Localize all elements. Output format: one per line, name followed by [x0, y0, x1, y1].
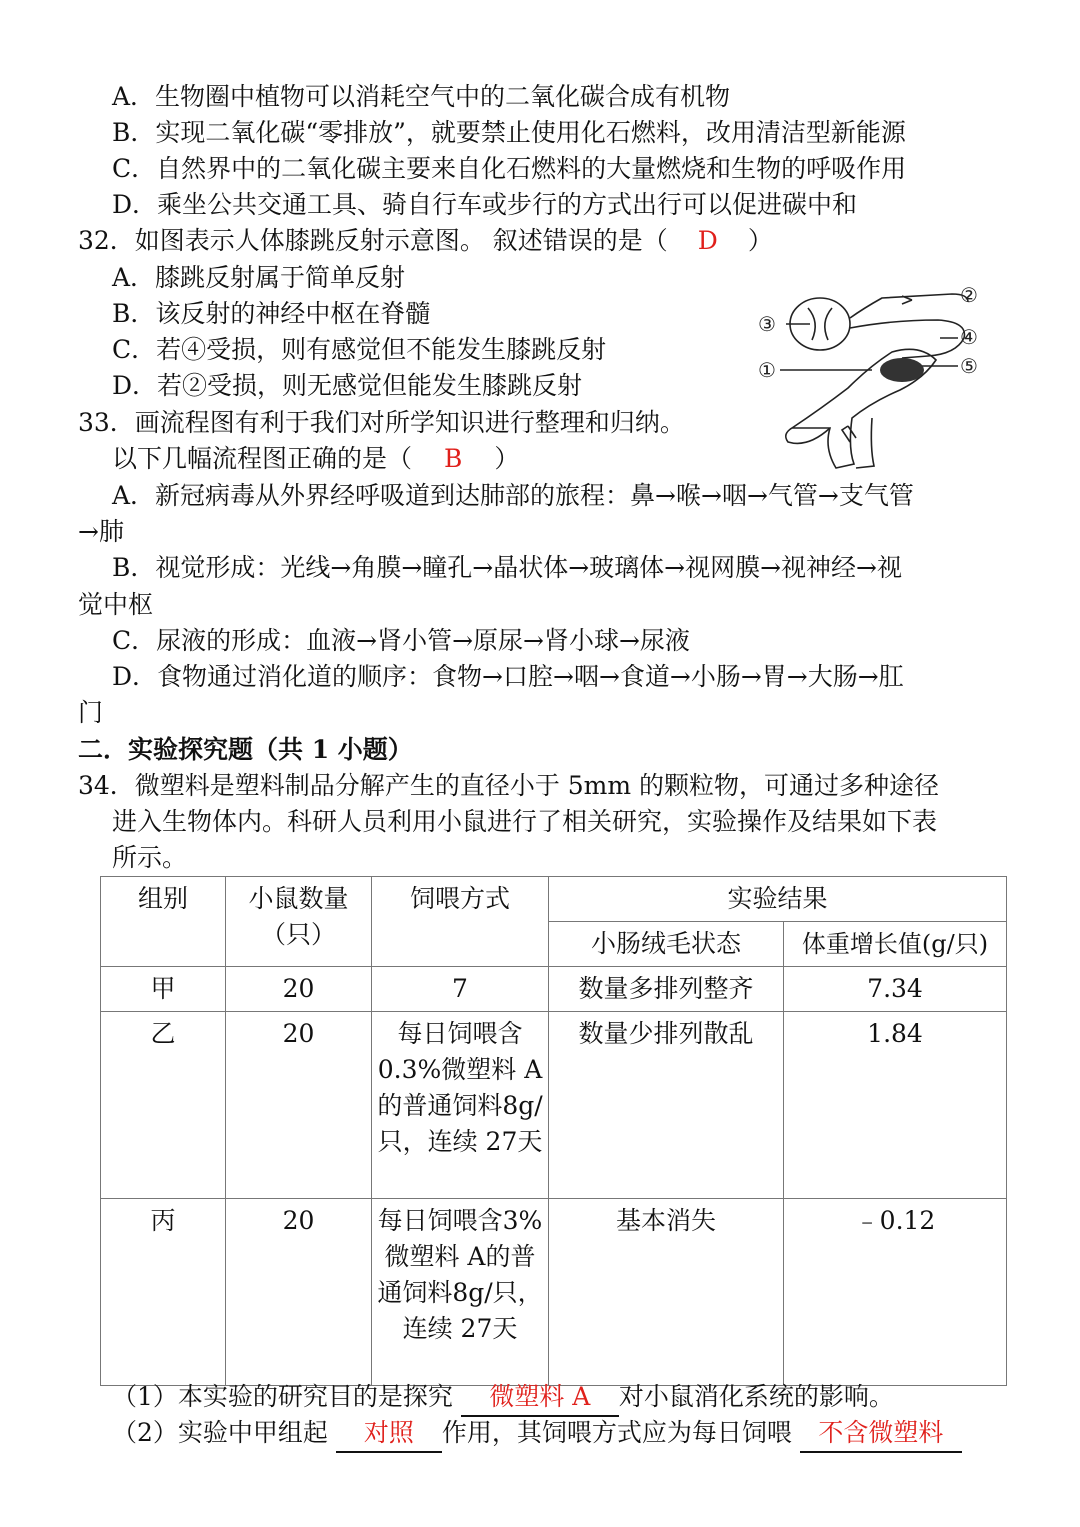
q33-option-a-2: →肺 — [78, 517, 124, 546]
q34-sub2-mid: 作用，其饲喂方式应为每日饲喂 — [441, 1418, 792, 1447]
table-row — [101, 1012, 1007, 1199]
q33-option-c: C．尿液的形成：血液→肾小管→原尿→肾小球→尿液 — [112, 626, 690, 655]
cell-villi: 数量多排列整齐 — [549, 967, 784, 1012]
q34-sub2-text: （2）实验中甲组起 — [112, 1418, 328, 1447]
leg-lower-shape — [856, 418, 874, 468]
foot-shape — [786, 428, 830, 443]
diagram-label-5: ⑤ — [960, 354, 978, 378]
knee-jerk-reflex-diagram — [752, 278, 992, 474]
q34-sub2-answer-2: 不含微塑料 — [800, 1415, 962, 1453]
table-row — [101, 967, 1007, 1012]
q34-sub1 — [112, 1379, 894, 1417]
q34-stem-3: 所示。 — [112, 843, 188, 872]
q33-stem-text: 以下几幅流程图正确的是（ — [112, 444, 413, 473]
header-villi: 小肠绒毛状态 — [549, 922, 784, 967]
q33-option-d-1: D．食物通过消化道的顺序：食物→口腔→咽→食道→小肠→胃→大肠→肛 — [112, 662, 904, 691]
header-feed: 饲喂方式 — [372, 877, 549, 967]
q33-answer: B — [444, 444, 463, 473]
q32-stem-text: 32．如图表示人体膝跳反射示意图。 叙述错误的是（ — [78, 226, 668, 255]
cell-weight: 7.34 — [784, 967, 1007, 1012]
header-weight: 体重增长值(g/只) — [784, 922, 1007, 967]
q33-option-d-2: 门 — [78, 698, 104, 727]
diagram-label-4: ④ — [960, 325, 978, 349]
q31-option-a: A．生物圈中植物可以消耗空气中的二氧化碳合成有机物 — [112, 82, 731, 111]
q31-option-d: D．乘坐公共交通工具、骑自行车或步行的方式出行可以促进碳中和 — [112, 190, 858, 219]
cell-group: 丙 — [101, 1199, 226, 1386]
hammer-shape — [842, 426, 856, 442]
table-header-row — [101, 877, 1007, 922]
q32-option-c: C．若④受损，则有感觉但不能发生膝跳反射 — [112, 335, 607, 364]
cell-villi: 数量少排列散乱 — [549, 1012, 784, 1199]
gray-matter-shape — [808, 308, 832, 340]
q34-stem-1: 34．微塑料是塑料制品分解产生的直径小于 5mm 的颗粒物，可通过多种途径 — [78, 771, 940, 800]
cell-count: 20 — [226, 1199, 372, 1386]
cell-feed: 每日饲喂含3%微塑料 A的普通饲料8g/只，连续 27天 — [372, 1199, 549, 1386]
q34-sub1-tail: 对小鼠消化系统的影响。 — [618, 1382, 894, 1411]
arrow-shape — [902, 296, 912, 304]
cell-feed: 7 — [372, 967, 549, 1012]
q33-option-b-2: 觉中枢 — [78, 590, 154, 619]
q34-sub1-text: （1）本实验的研究目的是探究 — [112, 1382, 453, 1411]
q34-sub1-answer: 微塑料 A — [461, 1379, 619, 1417]
nerve-path-upper — [850, 294, 968, 318]
cell-weight: 1.84 — [784, 1012, 1007, 1199]
section-heading: 二．实验探究题（共 1 小题） — [78, 735, 413, 764]
cell-count: 20 — [226, 1012, 372, 1199]
q34-stem-2: 进入生物体内。科研人员利用小鼠进行了相关研究，实验操作及结果如下表 — [112, 807, 938, 836]
cell-group: 甲 — [101, 967, 226, 1012]
header-result: 实验结果 — [549, 877, 1007, 922]
q33-option-b-1: B．视觉形成：光线→角膜→瞳孔→晶状体→玻璃体→视网膜→视神经→视 — [112, 553, 903, 582]
diagram-label-3: ③ — [758, 312, 776, 336]
q34-sub2 — [112, 1415, 962, 1453]
diagram-label-2: ② — [960, 283, 978, 307]
q32-option-b: B．该反射的神经中枢在脊髓 — [112, 299, 431, 328]
table-row — [101, 1199, 1007, 1386]
q32-answer: D — [697, 226, 718, 255]
cell-weight: ﹣0.12 — [784, 1199, 1007, 1386]
q32-stem — [78, 223, 773, 259]
q32-close: ） — [747, 226, 773, 255]
q33-close: ） — [494, 444, 520, 473]
nerve-path-lower — [850, 320, 964, 358]
q31-option-c: C．自然界中的二氧化碳主要来自化石燃料的大量燃烧和生物的呼吸作用 — [112, 154, 907, 183]
muscle-shape — [880, 358, 924, 382]
cell-group: 乙 — [101, 1012, 226, 1199]
q33-option-a-1: A．新冠病毒从外界经呼吸道到达肺部的旅程：鼻→喉→咽→气管→支气管 — [112, 481, 914, 510]
diagram-label-1: ① — [758, 358, 776, 382]
header-group: 组别 — [101, 877, 226, 967]
cell-villi: 基本消失 — [549, 1199, 784, 1386]
cell-count: 20 — [226, 967, 372, 1012]
q31-option-b: B．实现二氧化碳“零排放”，就要禁止使用化石燃料，改用清洁型新能源 — [112, 118, 906, 147]
header-count: 小鼠数量（只） — [226, 877, 372, 967]
q34-sub2-answer-1: 对照 — [336, 1415, 442, 1453]
cell-feed: 每日饲喂含0.3%微塑料 A的普通饲料8g/只，连续 27天 — [372, 1012, 549, 1199]
experiment-table — [100, 876, 1007, 1386]
q33-stem-1: 33．画流程图有利于我们对所学知识进行整理和归纳。 — [78, 408, 685, 437]
q33-stem-2 — [112, 441, 519, 477]
q32-option-d: D．若②受损，则无感觉但能发生膝跳反射 — [112, 371, 583, 400]
q32-option-a: A．膝跳反射属于简单反射 — [112, 263, 406, 292]
